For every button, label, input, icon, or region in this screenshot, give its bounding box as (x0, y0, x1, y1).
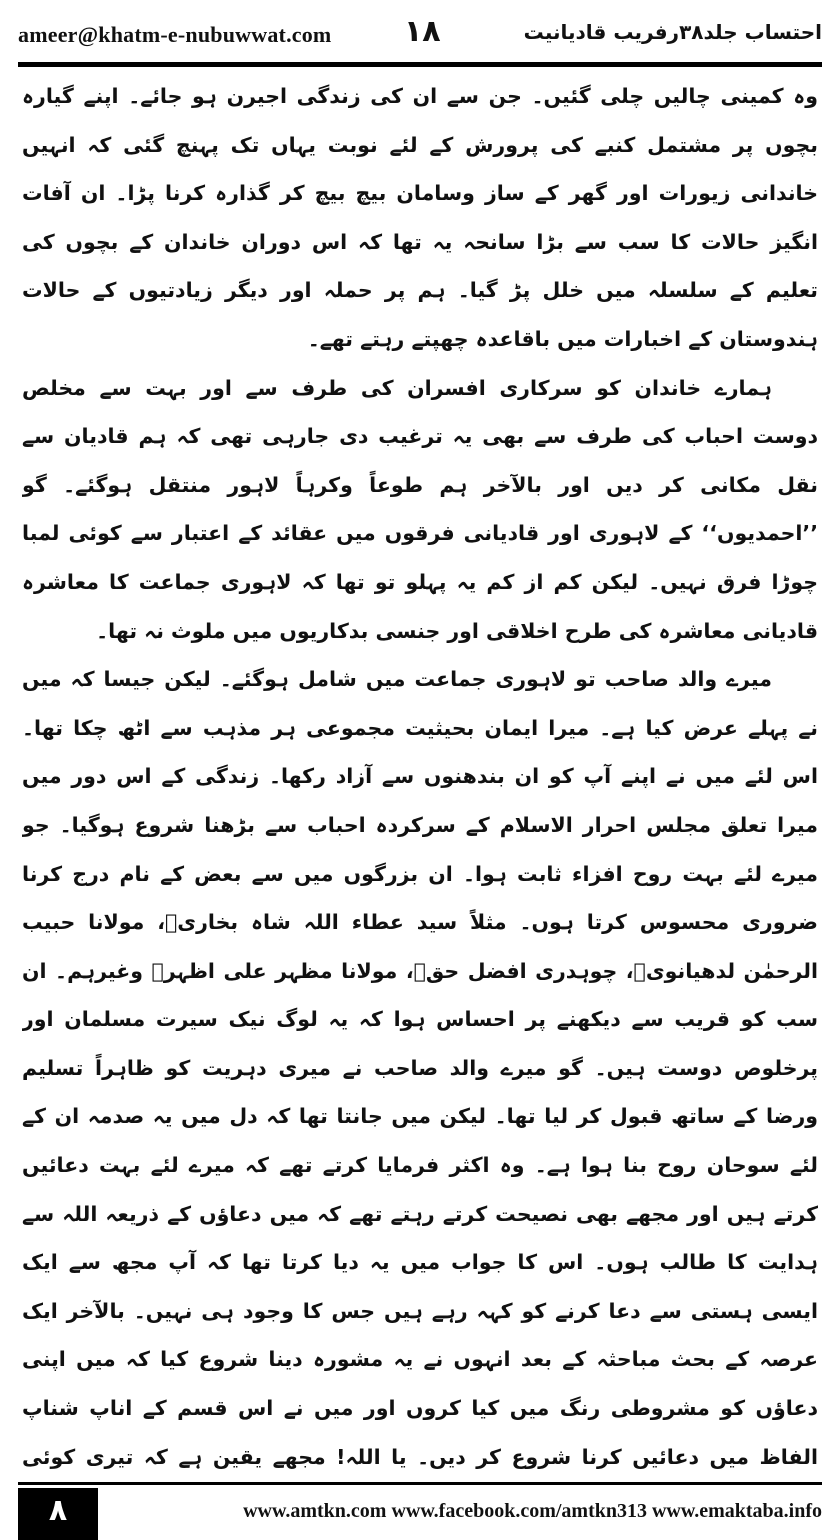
header-email[interactable]: ameer@khatm-e-nubuwwat.com (18, 22, 332, 47)
paragraph-3: میرے والد صاحب تو لاہوری جماعت میں شامل ہوگئے۔ لیکن جیسا کہ میں نے پہلے عرض کیا ہے۔ میرا ایمان بحیثیت مجموعی ہر مذہب سے اٹھ چکا تھا۔ اس لئے میں نے اپنے آپ کو ان بندھنوں سے آزاد رکھا۔ زندگی کے اس دور میں میرا تعلق مجلس احرار الاسلام کے سرکردہ احباب سے بڑھنا شروع ہوگیا۔ جو میرے لئے بہت روح افزاء ثابت ہوا۔ ان بزرگوں میں سے بعض کے نام درج کرنا ضروری محسوس کرتا ہوں۔ مثلاً سید عطاء اللہ شاہ بخاریؒ، مولانا حبیب الرحمٰن لدھیانویؒ، چوہدری افضل حقؒ، مولانا مظہر علی اظہرؒ وغیرہم۔ ان سب کو قریب سے دیکھنے پر احساس ہوا کہ یہ لوگ نیک سیرت مسلمان اور پرخلوص دوست ہیں۔ گو میرے والد صاحب نے میری دہریت کو ظاہراً تسلیم ورضا کے ساتھ قبول کر لیا تھا۔ لیکن میں جانتا تھا کہ دل میں یہ صدمہ ان کے لئے سوحان روح بنا ہوا ہے۔ وہ اکثر فرمایا کرتے تھے کہ میرے لئے بہت دعائیں کرتے ہیں اور مجھے بھی نصیحت کرتے رہتے تھے کہ میں دعاؤں کے ذریعہ اللہ سے ہدایت کا طالب ہوں۔ اس کا جواب میں یہ دیا کرتا تھا کہ آپ مجھ سے ایک ایسی ہستی سے دعا کرنے کو کہہ رہے ہیں جس کا وجود ہی نہیں۔ بالآخر ایک عرصہ کے بحث مباحثہ کے بعد انہوں نے یہ مشورہ دینا شروع کیا کہ میں اپنی دعاؤں کو مشروطی رنگ میں کیا کروں اور میں نے اس قسم کے اناپ شناپ الفاظ میں دعائیں کرنا شروع کر دیں۔ یا اللہ! مجھے یقین ہے کہ تیری کوئی (22, 667, 818, 1469)
footer-links[interactable]: www.amtkn.com www.facebook.com/amtkn313 www.emaktaba.info (243, 1500, 822, 1522)
paragraph-1: وہ کمینی چالیں چلی گئیں۔ جن سے ان کی زندگی اجیرن ہو جائے۔ اپنے گیارہ بچوں پر مشتمل کنبے کی پرورش کے لئے نوبت یہاں تک پہنچ گئی کہ انہیں خاندانی زیورات اور گھر کے ساز وسامان بیچ بیچ کر گذارہ کرنا پڑا۔ ان آفات انگیز حالات کا سب سے بڑا سانحہ یہ تھا کہ اس دوران خاندان کے بچوں کی تعلیم کے سلسلہ میں خلل پڑ گیا۔ ہم پر حملہ اور دیگر زیادتیوں کے حالات ہندوستان کے اخبارات میں باقاعدہ چھپتے رہتے تھے۔ (22, 84, 818, 351)
page-header (18, 14, 822, 62)
body-text (22, 72, 818, 1482)
header-page-number: ۱۸ (404, 14, 441, 49)
footer-divider (18, 1482, 822, 1485)
header-book-title: احتساب جلد۳۸رفریب قادیانیت (523, 20, 822, 44)
paragraph-2: ہمارے خاندان کو سرکاری افسران کی طرف سے اور بہت سے مخلص دوست احباب کی طرف سے بھی یہ ترغیب دی جارہی تھی کہ ہم قادیان سے نقل مکانی کر دیں اور بالآخر ہم طوعاً وکرہاً لاہور منتقل ہوگئے۔ گو ’’احمدیوں‘‘ کے لاہوری اور قادیانی فرقوں میں عقائد کے اعتبار سے کوئی لمبا چوڑا فرق نہیں۔ لیکن کم از کم یہ پہلو تو تھا کہ لاہوری جماعت کا معاشرہ قادیانی معاشرہ کی طرح اخلاقی اور جنسی بدکاریوں میں ملوث نہ تھا۔ (22, 375, 818, 643)
footer-page-badge: ۸ (18, 1488, 98, 1540)
header-divider (18, 62, 822, 67)
